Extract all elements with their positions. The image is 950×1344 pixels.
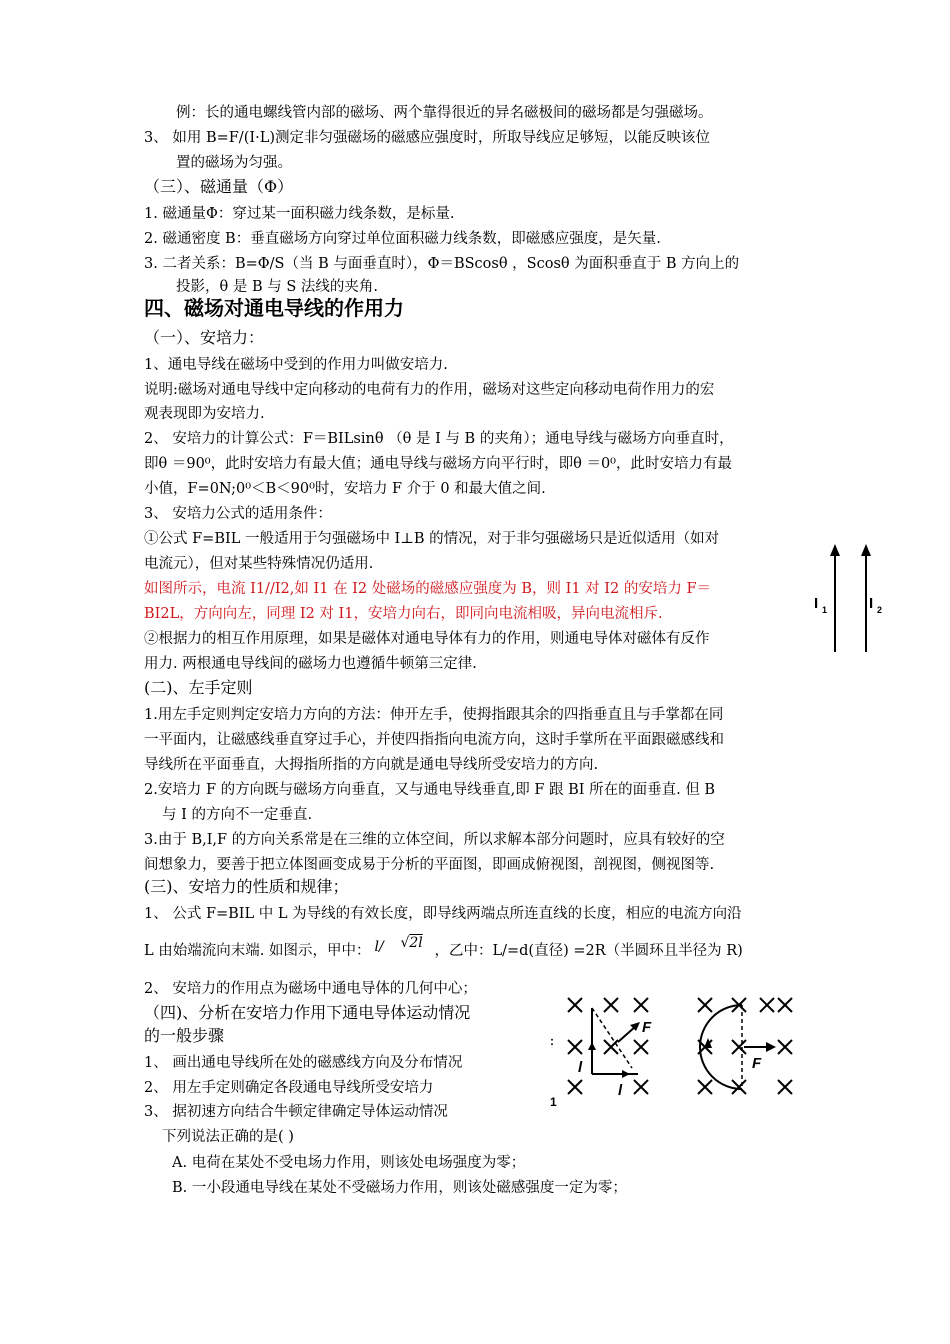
- text-line: 1、 画出通电导线所在处的磁感线方向及分布情况: [144, 1055, 463, 1071]
- subheading: （一）、安培力：: [144, 328, 265, 347]
- text-line: 小值，F=0N;0⁰＜B＜90⁰时，安培力 F 介于 0 和最大值之间.: [144, 481, 546, 497]
- parallel-currents-figure: [808, 540, 888, 655]
- sqrt-icon: √2l: [400, 935, 423, 951]
- force-label-left: F: [642, 1019, 652, 1036]
- formula-sqrt-expr: 2l: [409, 935, 423, 951]
- force-label-right: F: [752, 1055, 762, 1072]
- text-line: 用力. 两根通电导线间的磁场力也遵循牛顿第三定律.: [144, 656, 477, 672]
- text-line: 2. 磁通密度 B：垂直磁场方向穿过单位面积磁力线条数，即磁感应强度，是矢量.: [144, 231, 661, 247]
- cross-marks-left: [568, 998, 648, 1094]
- subheading: （四)、分析在安培力作用下通电导体运动情况: [144, 1003, 471, 1022]
- text-line: 导线所在平面垂直，大拇指所指的方向就是通电导线所受安培力的方向.: [144, 757, 599, 773]
- text-line: ②根据力的相互作用原理，如果是磁体对通电导体有力的作用，则通电导体对磁体有反作: [144, 631, 710, 647]
- text-line: 1. 磁通量Φ：穿过某一面积磁力线条数，是标量.: [144, 206, 455, 222]
- subheading: （三）、磁通量（Φ）: [144, 177, 294, 196]
- magnetic-field-figure: [548, 990, 808, 1115]
- text-segment: L 由始端流向末端. 如图示，甲中：: [144, 943, 371, 959]
- current-label-2: I: [869, 595, 874, 612]
- text-line: 3.由于 B,I,F 的方向关系常是在三维的立体空间，所以求解本部分问题时，应具有较好的空: [144, 832, 725, 848]
- text-line: 1、通电导线在磁场中受到的作用力叫做安培力.: [144, 357, 448, 373]
- subheading: 的一般步骤: [144, 1026, 225, 1045]
- text-line: 例：长的通电螺线管内部的磁场、两个靠得很近的异名磁极间的磁场都是匀强磁场。: [176, 105, 713, 121]
- text-line: 2、 用左手定则确定各段通电导线所受安培力: [144, 1080, 434, 1096]
- highlight-line: BI2L，方向向左，同理 I2 对 I1，安培力向右，即同向电流相吸，异向电流相斥.: [144, 606, 663, 622]
- formula-l-symbol: l/: [374, 939, 384, 955]
- text-line: 2、 安培力的作用点为磁场中通电导体的几何中心；: [144, 981, 477, 997]
- text-line: 3、 如用 B=F/(I·L)测定非匀强磁场的磁感应强度时，所取导线应足够短，以能反映该位: [144, 130, 710, 146]
- text-line: 1、 公式 F=BIL 中 L 为导线的有效长度，即导线两端点所连直线的长度，相应的电流方向沿: [144, 906, 742, 922]
- current-label-1: I: [814, 595, 819, 612]
- option-b: B. 一小段通电导线在某处不受磁场力作用，则该处磁感强度一定为零；: [172, 1180, 627, 1196]
- text-line: ①公式 F=BIL 一般适用于匀强磁场中 I⊥B 的情况，对于非匀强磁场只是近似适用（如对: [144, 531, 720, 547]
- text-segment: ，乙中：L/=d(直径) =2R（半圆环且半径为 R): [434, 943, 743, 959]
- text-line: 电流元），但对某些特殊情况仍适用.: [144, 556, 374, 572]
- current-sub-2: 2: [877, 605, 883, 615]
- text-line: 2.安培力 F 的方向既与磁场方向垂直，又与通电导线垂直,即 F 跟 BI 所在的面垂直. 但 B: [144, 782, 716, 798]
- text-line: 3、 安培力公式的适用条件：: [144, 506, 332, 522]
- side-mark-upper: :: [550, 1034, 554, 1048]
- text-line: [144, 935, 743, 961]
- text-line: 3、 据初速方向结合牛顿定律确定导体运动情况: [144, 1104, 448, 1120]
- wire-label-left: l: [578, 1059, 583, 1076]
- text-line: 一平面内，让磁感线垂直穿过手心，并使四指指向电流方向，这时手掌所在平面跟磁感线和: [144, 732, 724, 748]
- text-line: 投影，θ 是 B 与 S 法线的夹角.: [176, 279, 378, 295]
- current-sub-1: 1: [822, 605, 828, 615]
- text-line: 3. 二者关系：B=Φ/S（当 B 与面垂直时），Φ＝BScosθ ，Scosθ 为面积垂直于 B 方向上的: [144, 256, 740, 272]
- text-line: 2、 安培力的计算公式：F＝BILsinθ （θ 是 I 与 B 的夹角）；通电导线与磁场方向垂直时，: [144, 431, 734, 447]
- text-line: 说明:磁场对通电导线中定向移动的电荷有力的作用，磁场对这些定向移动电荷作用力的宏: [144, 382, 715, 398]
- text-line: 与 I 的方向不一定垂直.: [162, 807, 313, 823]
- wire-label-bottom: l: [618, 1082, 623, 1099]
- text-line: 即θ ＝90⁰，此时安培力有最大值；通电导线与磁场方向平行时，即θ ＝0⁰，此时安培力有最: [144, 456, 732, 472]
- text-line: 观表现即为安培力.: [144, 406, 265, 422]
- text-line: 间想象力，要善于把立体图画变成易于分析的平面图，即画成俯视图，剖视图，侧视图等.: [144, 857, 715, 873]
- question-prompt: 下列说法正确的是( ): [162, 1129, 294, 1145]
- text-line: 置的磁场为匀强。: [176, 155, 292, 171]
- option-a: A. 电荷在某处不受电场力作用，则该处电场强度为零；: [172, 1155, 526, 1171]
- side-mark-lower: 1: [550, 1095, 557, 1109]
- inline-formula: [370, 935, 434, 961]
- highlight-line: 如图所示，电流 I1//I2,如 I1 在 I2 处磁场的磁感应强度为 B，则 I1 对 I2 的安培力 F＝: [144, 581, 712, 597]
- subheading: (三)、安培力的性质和规律；: [144, 877, 349, 896]
- subheading: (二)、左手定则: [144, 678, 253, 697]
- section-heading: 四、磁场对通电导线的作用力: [144, 296, 404, 320]
- text-line: 1.用左手定则判定安培力方向的方法：伸开左手，使拇指跟其余的四指垂直且与手掌都在同: [144, 707, 724, 723]
